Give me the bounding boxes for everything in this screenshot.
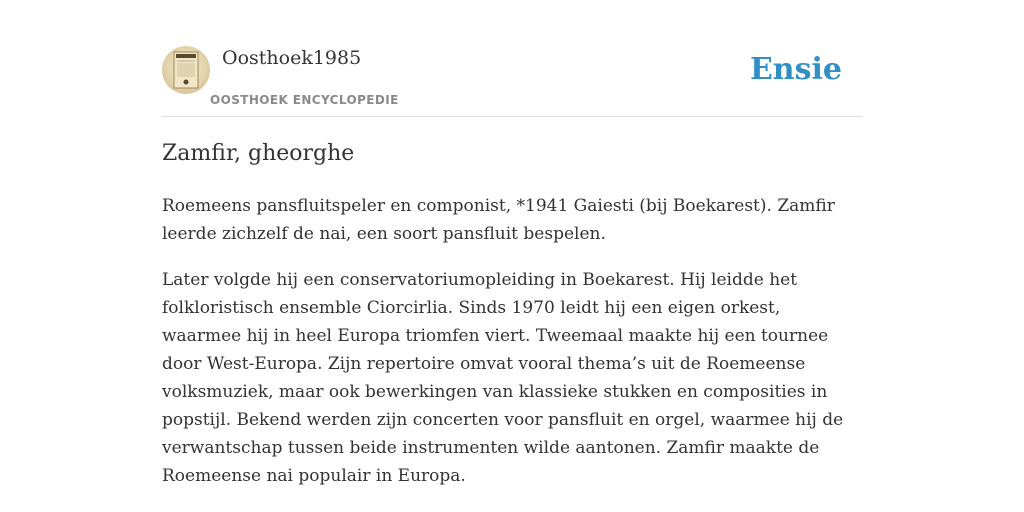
brand-logo[interactable]: Ensie (749, 52, 842, 87)
book-cover-icon (162, 46, 210, 94)
article-title: Zamfir, gheorghe (162, 141, 355, 166)
header (162, 44, 862, 117)
source-label: OOSTHOEK ENCYCLOPEDIE (210, 93, 399, 107)
article-body (162, 192, 862, 508)
username[interactable]: Oosthoek1985 (222, 47, 362, 69)
article-paragraph: Later volgde hij een conservatoriumopleiding in Boekarest. Hij leidde het folkloristisch ensemble Ciorcirlia. Sinds 1970 leidt hij een eigen orkest, waarmee hij in heel Europa triomfen viert. Tweemaal maakte hij een tournee door West-Europa. Zijn repertoire omvat vooral thema’s uit de Roemeense volksmuziek, maar ook bewerkingen van klassieke stukken en composities in popstijl. Bekend werden zijn concerten voor pansfluit en orgel, waarmee hij de verwantschap tussen beide instrumenten wilde aantonen. Zamfir maakte de Roemeense nai populair in Europa. (162, 270, 844, 486)
article-paragraph: Roemeens pansfluitspeler en componist, *1941 Gaiesti (bij Boekarest). Zamfir leerde zichzelf de nai, een soort pansfluit bespelen. (162, 196, 835, 244)
avatar[interactable] (162, 46, 210, 94)
